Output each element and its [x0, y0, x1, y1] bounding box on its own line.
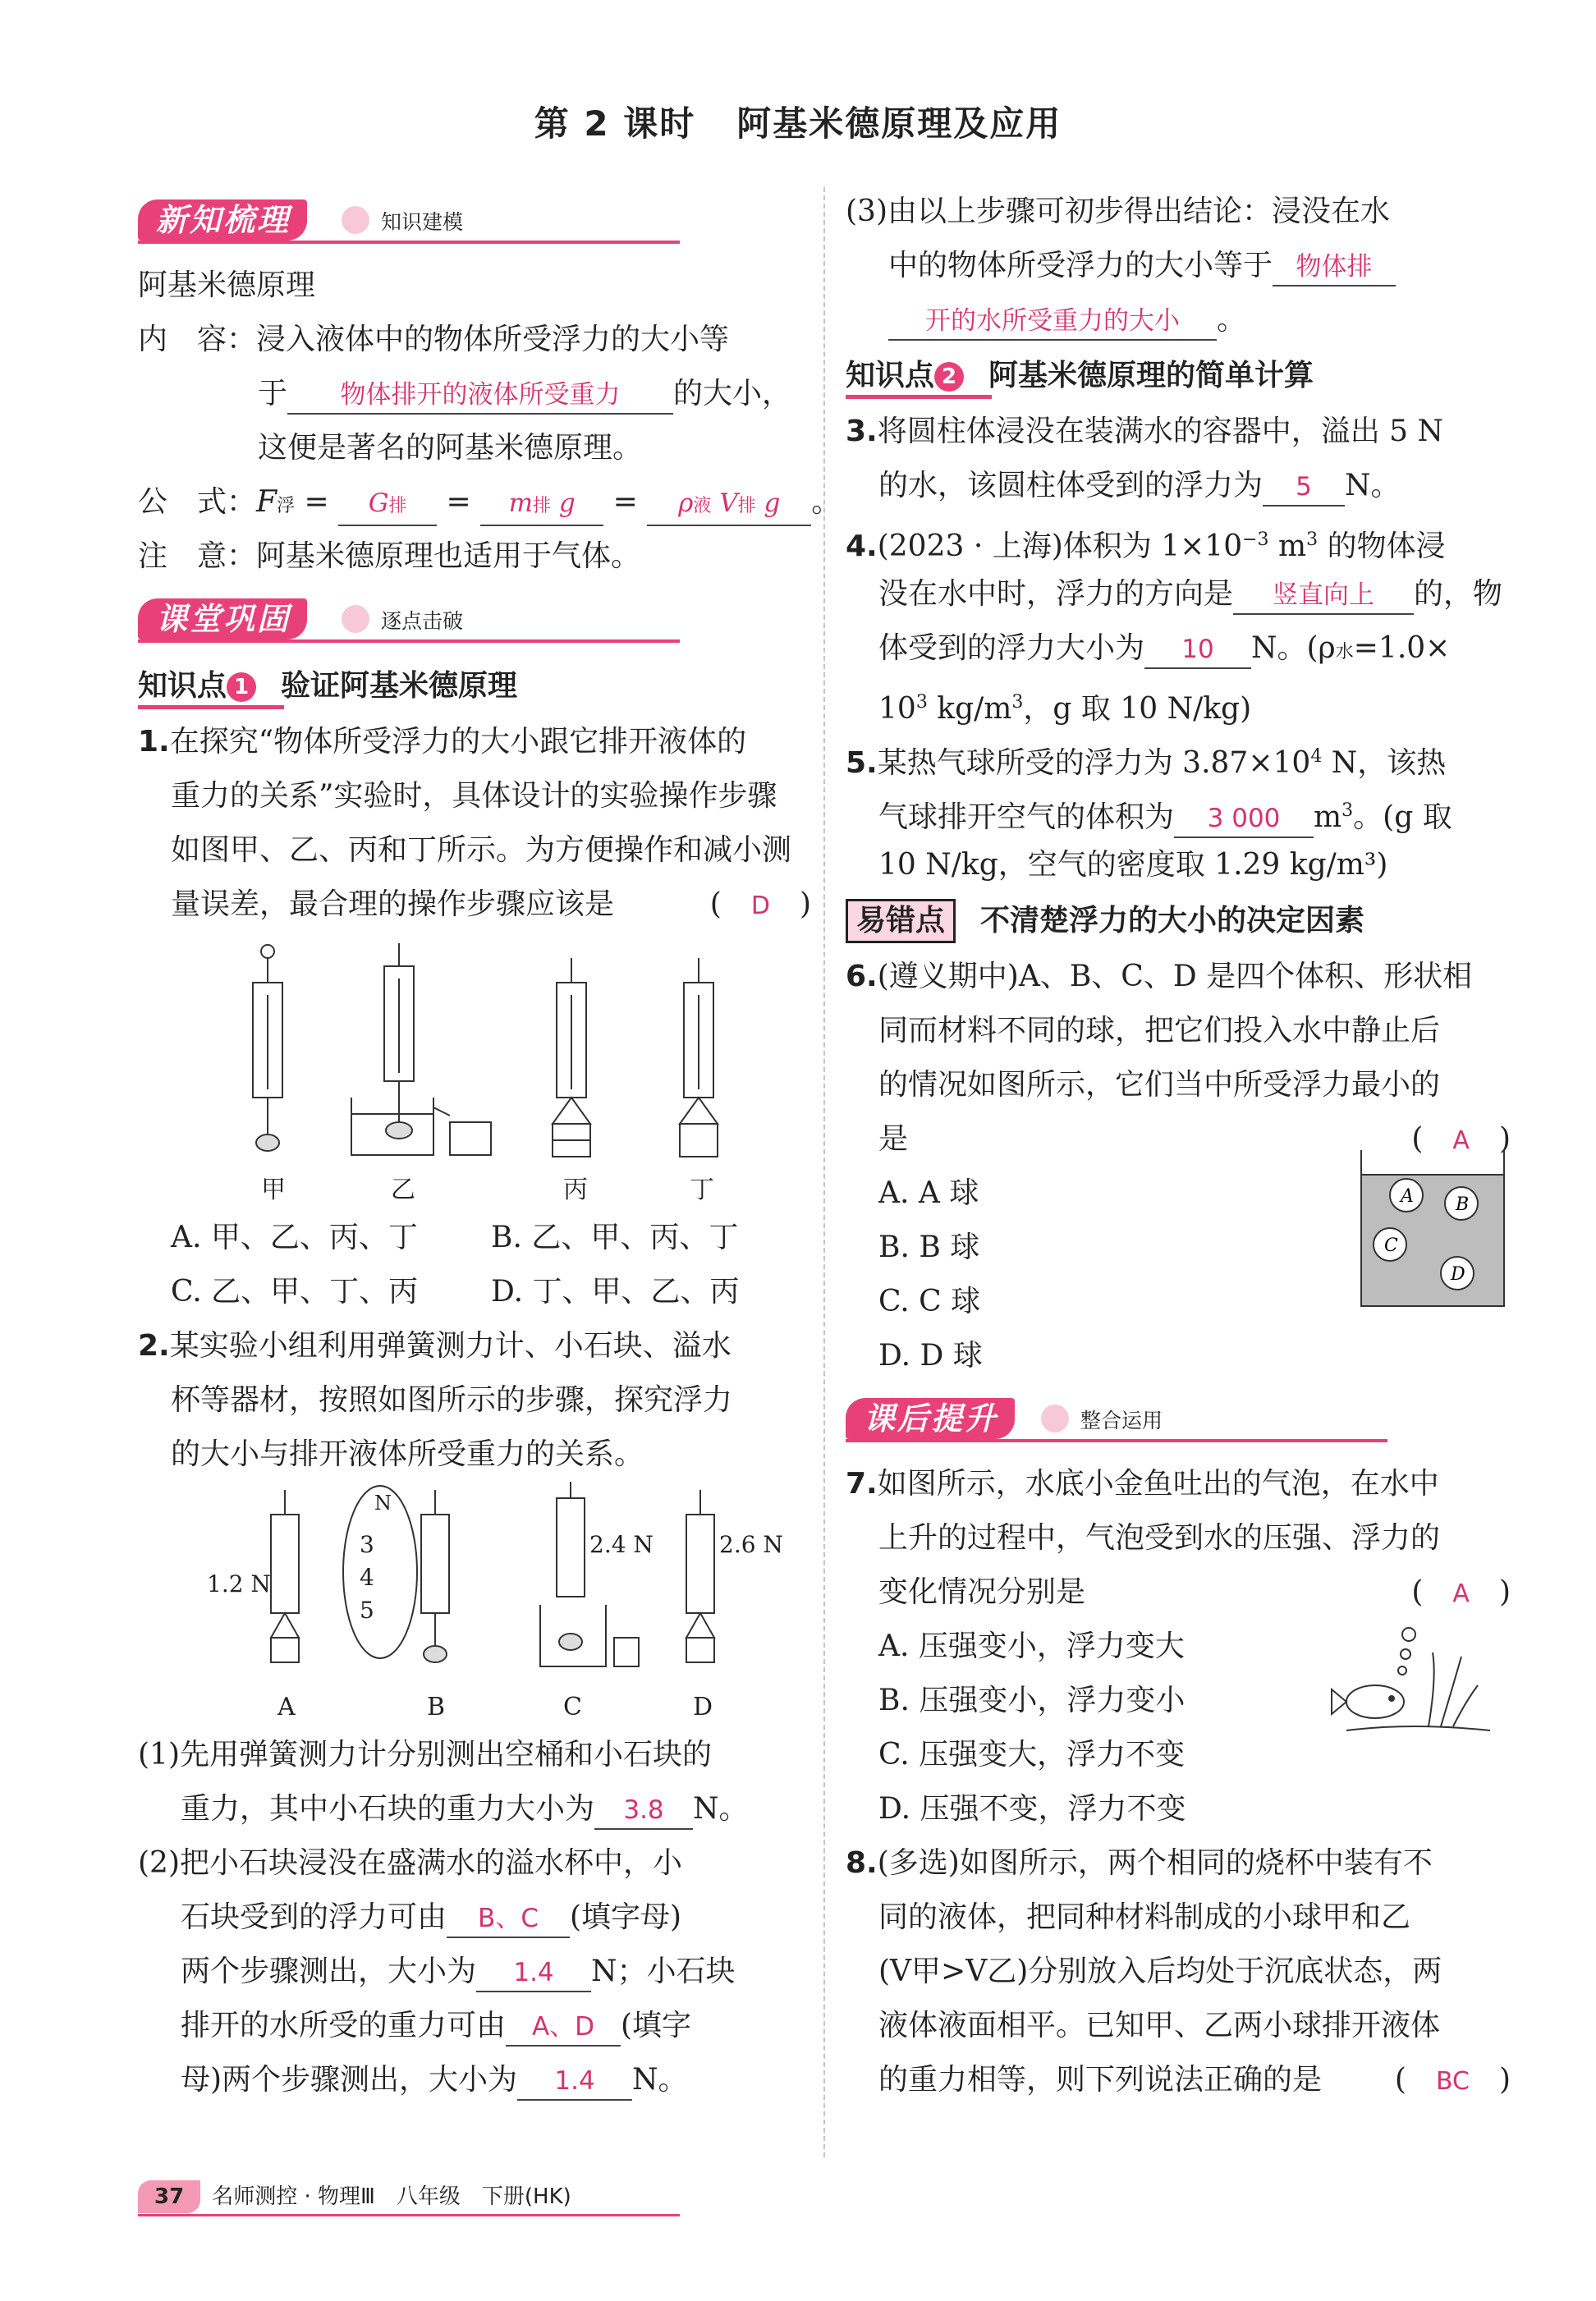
q6-line-1: 6.(遵义期中)A、B、C、D 是四个体积、形状相: [846, 960, 1473, 993]
reading-d: 2.6 N: [719, 1531, 783, 1558]
section-tag: 课后提升: [846, 1398, 1015, 1439]
svg-text:A: A: [1401, 1186, 1414, 1207]
magnifier-icon: [342, 206, 369, 234]
answer-blank: 3.8: [594, 1792, 693, 1830]
q8-line-3: (V甲>V乙)分别放入后均处于沉底状态，两: [878, 1955, 1442, 1988]
q6-option-d: D. D 球: [878, 1339, 983, 1373]
spring-scale-diagram: [138, 933, 811, 1171]
q2-line-2: 杯等器材，按照如图所示的步骤，探究浮力: [171, 1383, 733, 1417]
section-rule: [846, 1439, 1387, 1442]
answer-blank: A、D: [506, 2009, 621, 2047]
answer-blank: 1.4: [517, 2063, 632, 2101]
content-line-1: 内 容：浸入液体中的物体所受浮力的大小等: [138, 323, 730, 356]
page-title: 第 2 课时 阿基米德原理及应用: [534, 103, 1062, 144]
q2-s2-line-3: 两个步骤测出，大小为 1.4 N；小石块: [138, 1945, 811, 1999]
q5-line-3: 10 N/kg，空气的密度取 1.29 kg/m³): [878, 848, 1388, 882]
answer-blank: 物体排开的液体所受重力: [287, 377, 673, 415]
answer-blank: 开的水所受重力的大小: [888, 303, 1217, 341]
q8-line-4: 液体液面相平。已知甲、乙两小球排开液体: [878, 2009, 1441, 2042]
q2-figure: 1.2 N N 3 4 5 2.4 N 2.6 N: [138, 1482, 811, 1687]
archimedes-heading: 阿基米德原理: [138, 268, 316, 302]
answer-blank: 10: [1144, 631, 1251, 669]
section-banner-new-knowledge: [138, 188, 811, 254]
section-rule: [138, 639, 680, 643]
page-number: 37: [138, 2180, 200, 2213]
q2-s1-line-2: 重力，其中小石块的重力大小为 3.8 N。: [138, 1782, 811, 1836]
section-banner-after-class: [846, 1387, 1511, 1452]
knowledge-point-2: 知识点 2 阿基米德原理的简单计算: [846, 347, 1511, 405]
q7-line-2: 上升的过程中，气泡受到水的压强、浮力的: [878, 1521, 1441, 1555]
q2-line-3: 的大小与排开液体所受重力的关系。: [171, 1437, 644, 1471]
reading-c: 2.4 N: [589, 1531, 654, 1558]
q2-s2-line-5: 母)两个步骤测出，大小为 1.4 N。: [138, 2053, 811, 2107]
section-tag: 课堂巩固: [138, 598, 307, 639]
q6-line-2: 同而材料不同的球，把它们投入水中静止后: [878, 1014, 1441, 1047]
reading-a: 1.2 N: [207, 1570, 271, 1597]
q6-option-c: C. C 球: [878, 1285, 981, 1318]
q1-line-1: 1.在探究“物体所受浮力的大小跟它排开液体的: [138, 725, 747, 759]
q4-line-2: 没在水中时，浮力的方向是 竖直向上 的，物: [846, 567, 1511, 621]
column-divider: [823, 187, 825, 2157]
answer-blank: m排 g: [480, 485, 603, 526]
section-banner-class: [138, 587, 811, 653]
section-subtitle: 逐点击破: [381, 609, 464, 633]
q8-line-2: 同的液体，把同种材料制成的小球甲和乙: [878, 1900, 1411, 1934]
section-tag: 新知梳理: [138, 199, 307, 241]
answer-blank: 物体排: [1273, 249, 1396, 286]
error-point: 易错点 不清楚浮力的大小的决定因素: [846, 892, 1511, 950]
q5-line-2: 气球排开空气的体积为 3 000 $m^3$。(g 取: [846, 784, 1511, 838]
q7-options-and-figure: [846, 1620, 1511, 1836]
q3-line-1: 3.将圆柱体浸没在装满水的容器中，溢出 5 N: [846, 415, 1444, 448]
q2-s3-line-1: (3)由以上步骤可初步得出结论：浸没在水: [846, 195, 1390, 228]
right-column: [846, 185, 1511, 2109]
q2-s3-line-2: 中的物体所受浮力的大小等于 物体排: [846, 239, 1511, 293]
q1-options-2: C. 乙、甲、丁、丙 D. 丁、甲、乙、丙: [171, 1275, 740, 1309]
section-rule: [138, 241, 680, 244]
answer-blank: 1.4: [476, 1955, 591, 1992]
q2-s2-line-4: 排开的水所受的重力可由 A、D (填字: [138, 1999, 811, 2053]
note-line: 注 意：阿基米德原理也适用于气体。: [138, 539, 641, 573]
content-line-2: 于 物体排开的液体所受重力 的大小，: [138, 367, 811, 421]
q6-option-b: B. B 球: [878, 1231, 980, 1264]
q2-s3-line-3: 开的水所受重力的大小 。: [846, 293, 1511, 347]
q2-s2-line-1: (2)把小石块浸没在盛满水的溢水杯中，小: [138, 1846, 682, 1880]
answer-choice: A: [1452, 1579, 1470, 1608]
error-point-tag: 易错点: [846, 899, 956, 943]
answer-blank: 3 000: [1174, 800, 1314, 838]
answer-choice: D: [750, 892, 770, 920]
answer-blank: 5: [1263, 469, 1345, 506]
answer-blank: B、C: [447, 1900, 570, 1938]
q4-line-1: 4.(2023 · 上海)体积为 $1\times 10^{-3}$ $m^3$ 的物体浸: [846, 529, 1446, 563]
q8-line-5: 的重力相等，则下列说法正确的是 ( BC ): [846, 2053, 1511, 2107]
formula-line: 公 式：F浮 = G排 = m排 g = ρ液 V排 g 。: [138, 475, 811, 529]
target-icon: [342, 605, 369, 633]
q6-option-a: A. A 球: [878, 1176, 979, 1210]
q7-line-1: 7.如图所示，水底小金鱼吐出的气泡，在水中: [846, 1467, 1439, 1501]
rocket-icon: [1041, 1405, 1069, 1432]
q7-option-d: D. 压强不变，浮力不变: [878, 1792, 1186, 1826]
q1-line-2: 重力的关系”实验时，具体设计的实验操作步骤: [171, 779, 777, 813]
q2-figure-labels: A B C D: [277, 1693, 713, 1721]
content-line-3: 这便是著名的阿基米德原理。: [258, 431, 643, 465]
q1-options-1: A. 甲、乙、丙、丁 B. 乙、甲、丙、丁: [171, 1221, 739, 1254]
answer-choice: BC: [1435, 2067, 1470, 2096]
left-column: [138, 185, 842, 2107]
q5-line-1: 5.某热气球所受的浮力为 $3.87\times 10^4$ N，该热: [846, 746, 1447, 780]
knowledge-point-1: 知识点 1 验证阿基米德原理: [138, 658, 811, 715]
q1-figure: [138, 932, 811, 1170]
q4-line-3: 体受到的浮力大小为 10 N。(ρ水=1.0×: [846, 621, 1511, 676]
q6-options-and-figure: [846, 1167, 1511, 1383]
answer-blank: 竖直向上: [1233, 577, 1414, 615]
footer-text: 名师测控 · 物理Ⅲ 八年级 下册(HK): [212, 2184, 571, 2209]
q8-line-1: 8.(多选)如图所示，两个相同的烧杯中装有不: [846, 1846, 1433, 1880]
svg-text:B: B: [1456, 1194, 1470, 1215]
q7-line-3: 变化情况分别是 ( A ): [846, 1565, 1511, 1620]
q3-line-2: 的水，该圆柱体受到的浮力为 5 N。: [846, 459, 1511, 513]
svg-text:C: C: [1384, 1235, 1398, 1256]
q6-line-4: 是 ( A ): [846, 1112, 1511, 1167]
q1-line-3: 如图甲、乙、丙和丁所示。为方便操作和减小测: [171, 833, 792, 867]
balls-in-water-figure: [1359, 1150, 1507, 1314]
section-subtitle: 整合运用: [1080, 1409, 1163, 1432]
goldfish-bubble-figure: [1330, 1620, 1494, 1743]
q2-line-1: 2.某实验小组利用弹簧测力计、小石块、溢水: [138, 1329, 732, 1363]
q7-option-a: A. 压强变小，浮力变大: [878, 1629, 1185, 1663]
q2-s2-line-2: 石块受到的浮力可由 B、C (填字母): [138, 1891, 811, 1945]
answer-blank: ρ液 V排 g: [647, 485, 811, 526]
q6-line-3: 的情况如图所示，它们当中所受浮力最小的: [878, 1068, 1441, 1102]
section-subtitle: 知识建模: [381, 210, 464, 234]
svg-text:D: D: [1451, 1264, 1465, 1285]
q7-option-b: B. 压强变小，浮力变小: [878, 1684, 1186, 1717]
q1-line-4: 量误差，最合理的操作步骤应该是 ( D ): [138, 878, 811, 932]
q2-s1-line-1: (1)先用弹簧测力计分别测出空桶和小石块的: [138, 1738, 712, 1772]
footer: [138, 2180, 571, 2212]
scale-n: N: [374, 1492, 392, 1515]
q7-option-c: C. 压强变大，浮力不变: [878, 1738, 1186, 1772]
answer-blank: G排: [338, 485, 437, 526]
q1-figure-labels: 甲 乙 丙 丁: [261, 1176, 714, 1204]
answer-choice: A: [1452, 1126, 1470, 1155]
q4-line-4: $10^3$ $kg/m^3$，g 取 10 N/kg): [878, 692, 1252, 726]
